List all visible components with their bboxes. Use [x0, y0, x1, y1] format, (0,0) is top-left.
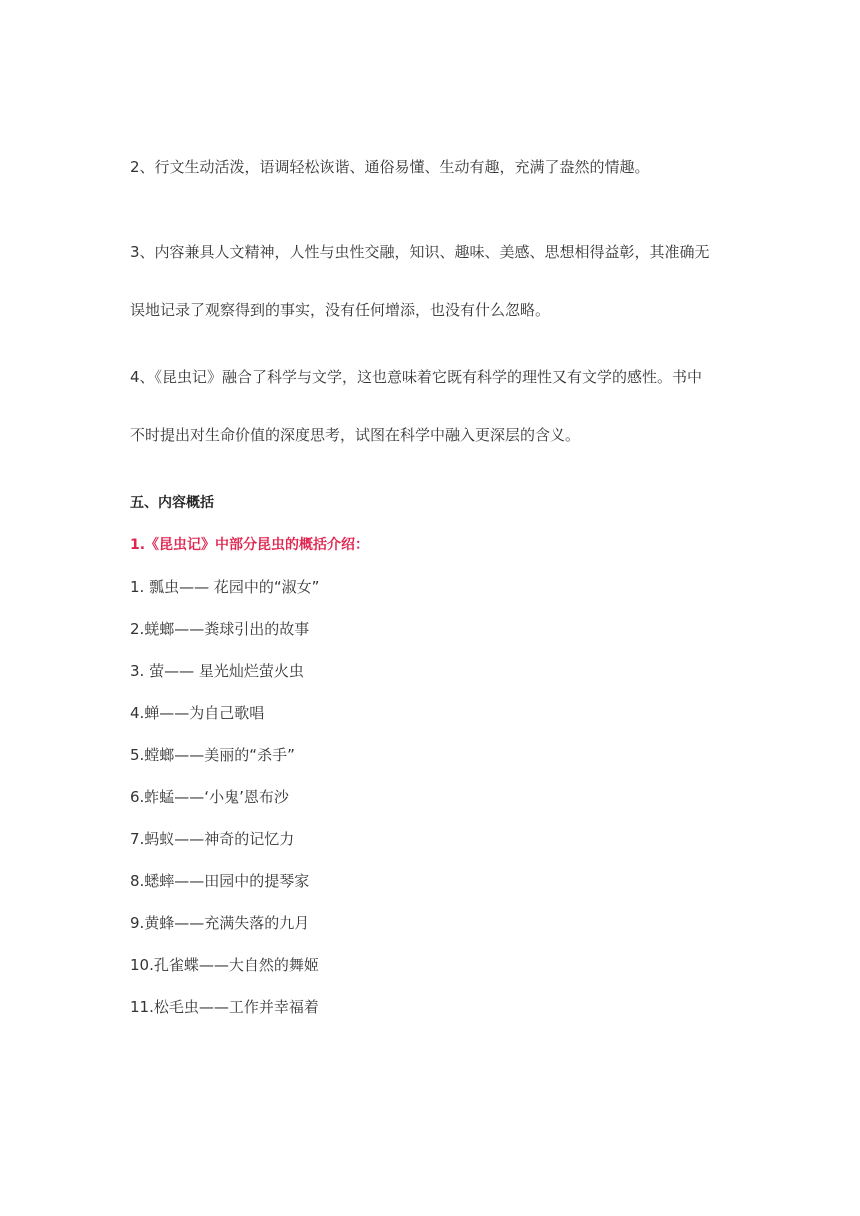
paragraph-line: 3、内容兼具人文精神，人性与虫性交融，知识、趣味、美感、思想相得益彰，其准确无	[130, 243, 710, 261]
list-item: 9.黄蜂——充满失落的九月	[130, 914, 310, 932]
paragraph-line: 误地记录了观察得到的事实，没有任何增添，也没有什么忽略。	[130, 301, 551, 319]
list-item: 4.蝉——为自己歌唱	[130, 704, 265, 722]
paragraph-line: 2、行文生动活泼，语调轻松诙谐、通俗易懂、生动有趣，充满了盎然的情趣。	[130, 158, 650, 176]
list-item: 5.螳螂——美丽的“杀手”	[130, 746, 295, 764]
list-item: 11.松毛虫——工作并幸福着	[130, 998, 319, 1016]
insect-list	[130, 576, 319, 1038]
list-item: 1. 瓢虫—— 花园中的“淑女”	[130, 578, 320, 596]
paragraph-2	[130, 138, 730, 196]
list-item: 2.蜣螂——粪球引出的故事	[130, 620, 310, 638]
section-subtitle: 1.《昆虫记》中部分昆虫的概括介绍：	[130, 537, 370, 553]
paragraph-3	[130, 223, 730, 339]
section-title: 五、内容概括	[130, 495, 214, 511]
list-item: 8.蟋蟀——田园中的提琴家	[130, 872, 310, 890]
paragraph-line: 不时提出对生命价值的深度思考，试图在科学中融入更深层的含义。	[130, 426, 581, 444]
list-item: 3. 萤—— 星光灿烂萤火虫	[130, 662, 304, 680]
list-item: 10.孔雀蝶——大自然的舞姬	[130, 956, 319, 974]
paragraph-4	[130, 348, 730, 464]
list-item: 7.蚂蚁——神奇的记忆力	[130, 830, 295, 848]
paragraph-line: 4、《昆虫记》融合了科学与文学，这也意味着它既有科学的理性又有文学的感性。书中	[130, 368, 703, 386]
list-item: 6.蚱蜢——‘小鬼’恩布沙	[130, 788, 289, 806]
